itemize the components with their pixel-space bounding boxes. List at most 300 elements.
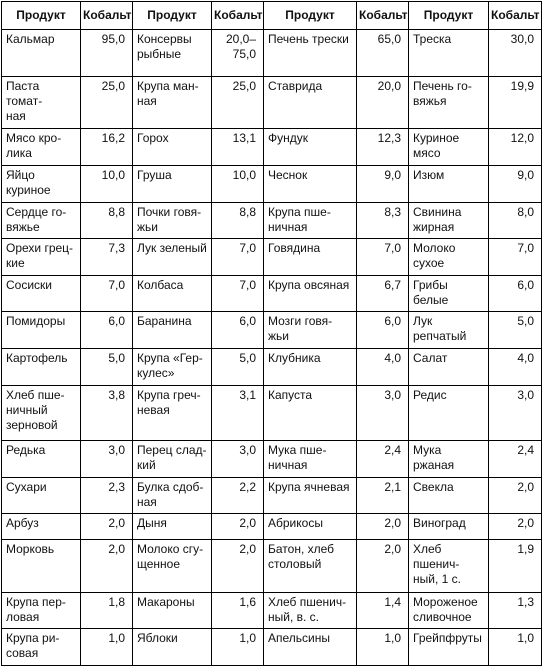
product-name-line: щенное [137,557,181,572]
product-name-cell [409,77,489,129]
header-cobalt: Кобальт [212,2,264,30]
product-name-line: Колбаса [137,277,184,292]
product-name-line: Свекла [413,479,454,494]
table-row [2,349,542,386]
cobalt-value-cell [81,629,133,666]
cobalt-value-line: 12,3 [377,131,401,146]
product-name-line: вяжья [413,94,447,109]
product-name-cell [264,165,357,202]
cobalt-value-line: 8,8 [108,204,125,219]
product-name-cell [133,514,212,540]
cobalt-value-line: 13,1 [232,131,256,146]
cobalt-value-line: 2,0 [239,516,256,531]
product-name-line: вяжье [6,219,40,234]
table-row [2,129,542,166]
product-name-line: Крупа ри- [6,631,60,646]
product-name-cell [2,477,81,514]
header-cobalt: Кобальт [489,2,542,30]
product-name-line: Грейпфруты [413,631,482,646]
cobalt-value-cell [357,477,409,514]
cobalt-value-cell [489,477,542,514]
product-name-cell [2,540,81,592]
cobalt-value-line: 3,0 [108,443,125,458]
product-name-line: Молоко сухое [413,241,456,271]
cobalt-value-line: 2,0 [239,542,256,557]
cobalt-value-line: 9,0 [517,167,534,182]
product-name-cell [2,165,81,202]
product-name-line: Картофель [6,351,68,366]
product-name-cell [264,349,357,386]
product-name-cell [409,349,489,386]
cobalt-value-cell [81,592,133,629]
cobalt-value-line: 1,9 [517,542,534,557]
product-name-cell [133,349,212,386]
product-name-cell [2,275,81,312]
product-name-line: Яйцо куриное [6,167,51,197]
product-name-cell [264,312,357,349]
cobalt-value-line: 6,0 [517,277,534,292]
product-name-cell [409,239,489,276]
product-name-cell [409,514,489,540]
product-name-cell [133,129,212,166]
product-name-line: Мука ржаная [413,443,455,473]
product-name-line: Сердце го- [6,204,67,219]
cobalt-value-line: 10,0 [232,167,256,182]
cobalt-value-cell [489,129,542,166]
product-name-cell [133,30,212,77]
product-name-cell [409,441,489,478]
product-name-line: Грибы белые [413,277,449,307]
cobalt-value-cell [489,540,542,592]
cobalt-value-cell [81,202,133,239]
cobalt-value-line: 9,0 [384,167,401,182]
product-name-line: Паста томат- [6,79,43,109]
cobalt-value-line: 1,6 [239,594,256,609]
cobalt-value-line: 1,0 [239,631,256,646]
cobalt-value-cell [357,202,409,239]
product-name-cell [264,514,357,540]
product-name-cell [2,312,81,349]
product-name-line: Фундук [268,131,309,146]
product-name-line: Морковь [6,542,55,557]
product-name-line: Крупа греч- [137,387,201,402]
cobalt-value-line: 5,0 [517,314,534,329]
cobalt-value-line: 2,0 [517,479,534,494]
header-product: Продукт [133,2,212,30]
product-name-cell [2,629,81,666]
cobalt-value-line: 10,0 [101,167,125,182]
product-name-cell [2,441,81,478]
cobalt-value-line: 8,3 [384,204,401,219]
cobalt-value-cell [81,165,133,202]
product-name-cell [133,165,212,202]
cobalt-value-line: 5,0 [108,351,125,366]
product-name-cell [264,629,357,666]
cobalt-value-cell [357,239,409,276]
header-product: Продукт [409,2,489,30]
cobalt-value-cell [81,239,133,276]
cobalt-value-line: 95,0 [101,32,125,46]
cobalt-value-line: 3,0 [239,443,256,458]
cobalt-value-line: 16,2 [101,131,125,146]
product-name-line: Почки говя- [137,204,202,219]
product-name-line: кий [137,458,156,473]
cobalt-value-cell [212,275,264,312]
product-name-cell [409,477,489,514]
product-name-line: зерновой [6,417,58,432]
cobalt-value-line: 19,9 [510,79,534,94]
cobalt-value-line: 3,0 [384,387,401,402]
table-row [2,592,542,629]
product-name-line: жьи [268,329,289,344]
product-name-cell [2,202,81,239]
product-name-line: Клубника [268,351,321,366]
table-row [2,477,542,514]
cobalt-value-line: 12,0 [510,131,534,146]
table-row [2,275,542,312]
product-name-line: Сосиски [6,277,52,292]
cobalt-value-line: 1,8 [108,594,125,609]
cobalt-value-cell [489,441,542,478]
product-name-cell [264,592,357,629]
product-name-line: Помидоры [6,314,66,329]
cobalt-value-cell [212,629,264,666]
table-row [2,629,542,666]
cobalt-value-line: 2,0 [108,542,125,557]
cobalt-value-line: 6,0 [239,314,256,329]
product-name-cell [133,77,212,129]
product-name-cell [409,592,489,629]
cobalt-value-cell [212,385,264,440]
product-name-line: Редька [6,443,46,458]
cobalt-value-line: 7,0 [108,277,125,292]
cobalt-value-line: 7,0 [384,241,401,256]
cobalt-value-cell [357,30,409,77]
product-name-line: жирная [413,219,455,234]
cobalt-value-line: 1,0 [517,631,534,646]
product-name-line: совая [6,646,39,661]
header-row [2,2,542,30]
product-name-line: Крупа ячневая [268,479,350,494]
product-name-line: ная [137,94,157,109]
product-name-line: Виноград [413,516,466,531]
cobalt-value-line: 25,0 [101,79,125,94]
cobalt-value-line: 4,0 [517,351,534,366]
product-name-cell [409,540,489,592]
product-name-cell [2,129,81,166]
cobalt-value-cell [357,129,409,166]
cobalt-value-cell [357,514,409,540]
product-name-line: Крупа пер- [6,594,66,609]
cobalt-value-line: 1,3 [517,594,534,609]
product-name-line: Чеснок [268,167,308,182]
cobalt-value-cell [81,275,133,312]
product-name-line: Мороженое [413,594,478,609]
product-name-line: Изюм [413,167,445,182]
product-name-cell [133,441,212,478]
product-name-cell [409,30,489,77]
product-name-line: ничная [268,458,308,473]
cobalt-value-cell [489,629,542,666]
cobalt-value-cell [81,540,133,592]
cobalt-value-cell [357,349,409,386]
product-name-line: Салат [413,351,448,366]
cobalt-value-cell [212,77,264,129]
product-name-cell [264,441,357,478]
cobalt-value-cell [81,441,133,478]
cobalt-value-cell [357,629,409,666]
product-name-line: Крупа овсяная [268,277,350,292]
cobalt-value-line: 3,1 [239,387,256,402]
table-row [2,441,542,478]
cobalt-value-cell [357,385,409,440]
product-name-cell [409,202,489,239]
product-name-cell [133,540,212,592]
cobalt-value-cell [81,514,133,540]
product-name-cell [264,129,357,166]
header-cobalt: Кобальт [81,2,133,30]
product-name-line: ная [6,109,26,124]
cobalt-value-cell [81,129,133,166]
cobalt-value-cell [81,30,133,77]
product-name-cell [264,385,357,440]
product-name-line: невая [137,402,170,417]
product-name-line: Консервы [137,32,192,46]
cobalt-value-line: 20,0 [377,79,401,94]
cobalt-value-line: 1,0 [108,631,125,646]
cobalt-value-line: 2,3 [108,479,125,494]
table-row [2,239,542,276]
product-name-line: Хлеб пшенич- [268,594,347,609]
cobalt-value-cell [212,202,264,239]
product-name-line: Лук зеленый [137,241,207,256]
product-name-line: Лук репчатый [413,314,467,344]
product-name-cell [133,477,212,514]
cobalt-value-line: 1,4 [384,594,401,609]
cobalt-value-line: 2,4 [384,443,401,458]
cobalt-value-line: 2,1 [384,479,401,494]
table-row [2,385,542,440]
cobalt-value-cell [81,77,133,129]
cobalt-value-cell [212,592,264,629]
product-name-line: Мозги говя- [268,314,333,329]
cobalt-value-cell [489,275,542,312]
product-name-line: кулес» [137,366,175,381]
cobalt-value-line: 6,0 [108,314,125,329]
cobalt-value-cell [489,592,542,629]
cobalt-content-table [1,1,542,666]
product-name-line: Батон, хлеб [268,542,335,557]
cobalt-value-cell [212,239,264,276]
cobalt-value-line: 75,0 [232,47,256,61]
cobalt-value-cell [357,312,409,349]
product-name-cell [409,629,489,666]
cobalt-value-line: 2,0 [108,516,125,531]
product-name-cell [264,30,357,77]
product-name-line: Молоко сгу- [137,542,204,557]
table-row [2,202,542,239]
product-name-line: ничная [268,219,308,234]
product-name-line: Орехи грец- [6,241,74,256]
product-name-cell [2,77,81,129]
product-name-cell [133,275,212,312]
product-name-line: Ставрида [268,79,323,94]
cobalt-value-line: 2,2 [239,479,256,494]
product-name-line: Хлеб пше- [6,387,65,402]
product-name-cell [133,312,212,349]
cobalt-value-cell [212,540,264,592]
cobalt-value-cell [489,239,542,276]
product-name-cell [264,477,357,514]
cobalt-value-line: 7,0 [517,241,534,256]
product-name-cell [264,540,357,592]
cobalt-value-cell [489,202,542,239]
product-name-line: рыбные [137,47,182,61]
cobalt-value-cell [212,477,264,514]
product-name-line: ный, 1 с. [413,572,461,587]
cobalt-value-line: 2,0 [384,516,401,531]
product-name-line: столовый [268,557,322,572]
product-name-line: Крупа ман- [137,79,199,94]
cobalt-value-line: 3,8 [108,387,125,402]
cobalt-value-line: 65,0 [377,32,401,46]
cobalt-value-line: 4,0 [384,351,401,366]
product-name-cell [133,202,212,239]
table-row [2,30,542,77]
product-name-cell [2,514,81,540]
header-product: Продукт [2,2,81,30]
product-name-line: Яблоки [137,631,178,646]
product-name-line: Арбуз [6,516,39,531]
cobalt-value-line: 7,3 [108,241,125,256]
product-name-cell [409,165,489,202]
cobalt-value-line: 5,0 [239,351,256,366]
product-name-cell [2,239,81,276]
cobalt-value-line: 7,0 [239,277,256,292]
cobalt-value-cell [357,540,409,592]
product-name-cell [2,592,81,629]
product-name-cell [2,349,81,386]
product-name-line: Крупа пше- [268,204,331,219]
cobalt-value-line: 8,8 [239,204,256,219]
cobalt-value-line: 2,4 [517,443,534,458]
product-name-line: ный, в. с. [268,609,319,624]
cobalt-value-cell [212,312,264,349]
cobalt-value-line: 7,0 [239,241,256,256]
product-name-line: Кальмар [6,32,55,46]
cobalt-value-line: 3,0 [517,387,534,402]
product-name-line: Перец слад- [137,443,207,458]
product-name-line: Макароны [137,594,195,609]
cobalt-value-line: 8,0 [517,204,534,219]
product-name-cell [264,239,357,276]
cobalt-value-cell [489,349,542,386]
cobalt-value-cell [81,477,133,514]
product-name-line: Дыня [137,516,167,531]
table-row [2,77,542,129]
cobalt-value-cell [212,30,264,77]
cobalt-value-cell [212,514,264,540]
table-row [2,514,542,540]
cobalt-value-cell [489,312,542,349]
product-name-line: ловая [6,609,40,624]
cobalt-value-cell [212,165,264,202]
product-name-cell [133,592,212,629]
header-product: Продукт [264,2,357,30]
header-cobalt: Кобальт [357,2,409,30]
cobalt-value-cell [357,441,409,478]
cobalt-value-cell [212,349,264,386]
table-row [2,540,542,592]
product-name-line: ничный [6,402,48,417]
product-name-line: Горох [137,131,169,146]
product-name-cell [2,385,81,440]
product-name-cell [264,77,357,129]
product-name-line: кие [6,256,25,271]
product-name-line: Баранина [137,314,192,329]
cobalt-value-line: 25,0 [232,79,256,94]
cobalt-value-line: 2,0 [384,542,401,557]
cobalt-value-cell [489,514,542,540]
product-name-cell [133,385,212,440]
product-name-line: Треска [413,32,452,46]
product-name-line: Крупа «Гер- [137,351,203,366]
product-name-line: Сухари [6,479,47,494]
product-name-line: Говядина [268,241,321,256]
cobalt-value-line: 6,7 [384,277,401,292]
product-name-cell [133,629,212,666]
table-row [2,312,542,349]
product-name-line: Булка сдоб- [137,479,204,494]
cobalt-value-line: 2,0 [517,516,534,531]
product-name-cell [133,239,212,276]
cobalt-value-line: 20,0– [225,32,256,46]
product-name-line: ная [137,494,157,509]
product-name-line: Абрикосы [268,516,323,531]
product-name-cell [409,275,489,312]
product-name-cell [264,275,357,312]
cobalt-value-cell [489,165,542,202]
product-name-line: Груша [137,167,172,182]
product-name-line: Печень трески [268,32,349,46]
product-name-line: Хлеб пшенич- [413,542,460,572]
product-name-line: Апельсины [268,631,330,646]
product-name-line: Куриное мясо [413,131,460,161]
product-name-cell [409,385,489,440]
product-name-line: Печень го- [413,79,472,94]
cobalt-value-cell [81,349,133,386]
table-body [2,30,542,666]
cobalt-value-cell [212,441,264,478]
product-name-line: Капуста [268,387,313,402]
cobalt-value-line: 30,0 [510,32,534,46]
cobalt-value-cell [357,275,409,312]
product-name-line: Мука пше- [268,443,327,458]
cobalt-value-cell [81,385,133,440]
cobalt-value-line: 6,0 [384,314,401,329]
cobalt-value-cell [81,312,133,349]
cobalt-value-cell [357,592,409,629]
product-name-cell [409,312,489,349]
product-name-line: лика [6,146,32,161]
product-name-line: сливочное [413,609,472,624]
cobalt-value-cell [357,77,409,129]
product-name-cell [264,202,357,239]
product-name-line: Мясо кро- [6,131,62,146]
product-name-cell [409,129,489,166]
product-name-cell [2,30,81,77]
product-name-line: Редис [413,387,447,402]
